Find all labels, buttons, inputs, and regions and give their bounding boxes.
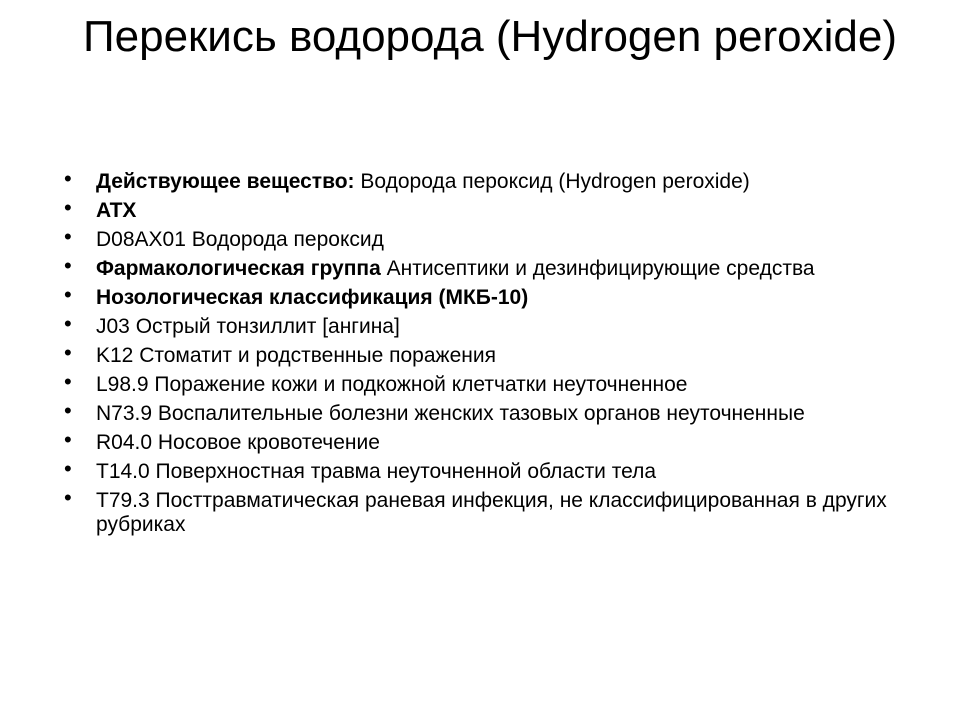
item-text: L98.9 Поражение кожи и подкожной клетчатки неуточненное	[96, 373, 688, 396]
bullet-icon: •	[64, 253, 72, 278]
bullet-icon: •	[64, 369, 72, 394]
item-text: T14.0 Поверхностная травма неуточненной области тела	[96, 460, 657, 483]
slide-title: Перекись водорода (Hydrogen peroxide)	[83, 12, 897, 61]
list-item	[64, 369, 894, 397]
bullet-icon: •	[64, 311, 72, 336]
list-item	[64, 224, 894, 252]
item-text: N73.9 Воспалительные болезни женских тазовых органов неуточненные	[96, 402, 805, 425]
list-item	[64, 166, 894, 194]
item-text: K12 Стоматит и родственные поражения	[96, 344, 496, 367]
bullet-icon: •	[64, 398, 72, 423]
item-text: Водорода пероксид (Hydrogen peroxide)	[354, 170, 750, 193]
item-bold-label: Фармакологическая группа	[96, 257, 381, 280]
list-item	[64, 282, 894, 310]
item-bold-label: Действующее вещество:	[96, 170, 355, 193]
item-text: Антисептики и дезинфицирующие средства	[380, 257, 815, 280]
item-bold-label: Нозологическая классификация (МКБ-10)	[96, 286, 529, 309]
bullet-icon: •	[64, 282, 72, 307]
item-text: R04.0 Носовое кровотечение	[96, 431, 380, 454]
item-bold-label: ATX	[96, 199, 137, 222]
list-item	[64, 311, 894, 339]
item-text: J03 Острый тонзиллит [ангина]	[96, 315, 400, 338]
item-text: D08AX01 Водорода пероксид	[96, 228, 384, 251]
list-item	[64, 456, 894, 484]
bullet-icon: •	[64, 340, 72, 365]
list-item	[64, 253, 894, 281]
list-item	[64, 195, 894, 223]
list-item	[64, 427, 894, 455]
bullet-icon: •	[64, 427, 72, 452]
list-item	[64, 398, 894, 426]
bullet-icon: •	[64, 195, 72, 220]
bullet-list	[64, 166, 894, 542]
bullet-icon: •	[64, 485, 72, 510]
bullet-icon: •	[64, 456, 72, 481]
list-item	[64, 485, 894, 537]
bullet-icon: •	[64, 166, 72, 191]
bullet-icon: •	[64, 224, 72, 249]
item-text: T79.3 Посттравматическая раневая инфекция, не классифицированная в других рубриках	[96, 489, 887, 536]
list-item	[64, 340, 894, 368]
